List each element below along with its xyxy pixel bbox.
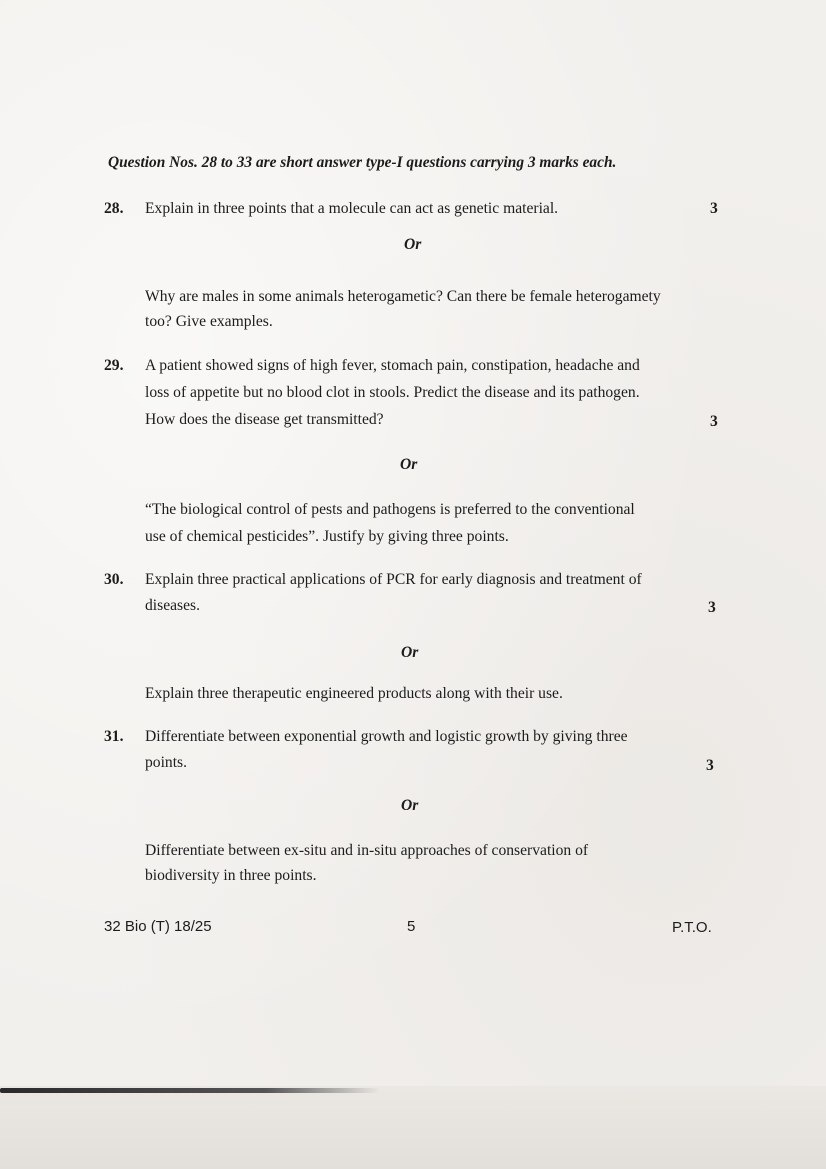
question-31-line-1: Differentiate between exponential growth and logistic growth by giving three bbox=[145, 728, 628, 745]
question-30-line-2: diseases. bbox=[145, 597, 200, 614]
question-31-line-2: points. bbox=[145, 754, 188, 771]
question-29-or: Or bbox=[400, 456, 418, 473]
question-29-marks: 3 bbox=[710, 413, 718, 430]
question-28-marks: 3 bbox=[710, 200, 718, 217]
question-29-alt-line-2: use of chemical pesticides”. Justify by giving three points. bbox=[145, 528, 509, 545]
question-30-or: Or bbox=[401, 644, 419, 661]
question-28-or: Or bbox=[404, 236, 422, 253]
question-31-alt-line-2: biodiversity in three points. bbox=[145, 867, 317, 884]
question-29-line-1: A patient showed signs of high fever, stomach pain, constipation, headache and bbox=[145, 357, 640, 374]
question-31-number: 31. bbox=[104, 728, 124, 745]
page-bottom-shadow-line bbox=[0, 1088, 380, 1093]
question-30-alt-line-1: Explain three therapeutic engineered products along with their use. bbox=[145, 685, 563, 702]
question-29-number: 29. bbox=[104, 357, 124, 374]
page-bottom-edge bbox=[0, 1086, 826, 1169]
footer-page-number: 5 bbox=[407, 918, 416, 935]
question-28-text: Explain in three points that a molecule can act as genetic material. bbox=[145, 200, 559, 217]
section-heading: Question Nos. 28 to 33 are short answer type-I questions carrying 3 marks each. bbox=[108, 154, 617, 171]
question-31-or: Or bbox=[401, 797, 419, 814]
question-29-alt-line-1: “The biological control of pests and pathogens is preferred to the conventional bbox=[145, 501, 635, 518]
question-30-line-1: Explain three practical applications of PCR for early diagnosis and treatment of bbox=[145, 571, 642, 588]
question-30-number: 30. bbox=[104, 571, 124, 588]
question-28-alt-line-2: too? Give examples. bbox=[145, 313, 273, 330]
footer-pto: P.T.O. bbox=[672, 919, 712, 936]
question-29-line-3: How does the disease get transmitted? bbox=[145, 411, 384, 428]
question-28-alt-line-1: Why are males in some animals heterogametic? Can there be female heterogamety bbox=[145, 288, 661, 305]
question-30-marks: 3 bbox=[708, 599, 716, 616]
footer-paper-code: 32 Bio (T) 18/25 bbox=[104, 918, 212, 935]
question-28-number: 28. bbox=[104, 200, 124, 217]
question-31-alt-line-1: Differentiate between ex-situ and in-situ approaches of conservation of bbox=[145, 842, 589, 859]
question-29-line-2: loss of appetite but no blood clot in stools. Predict the disease and its pathogen. bbox=[145, 384, 640, 401]
question-31-marks: 3 bbox=[706, 757, 714, 774]
